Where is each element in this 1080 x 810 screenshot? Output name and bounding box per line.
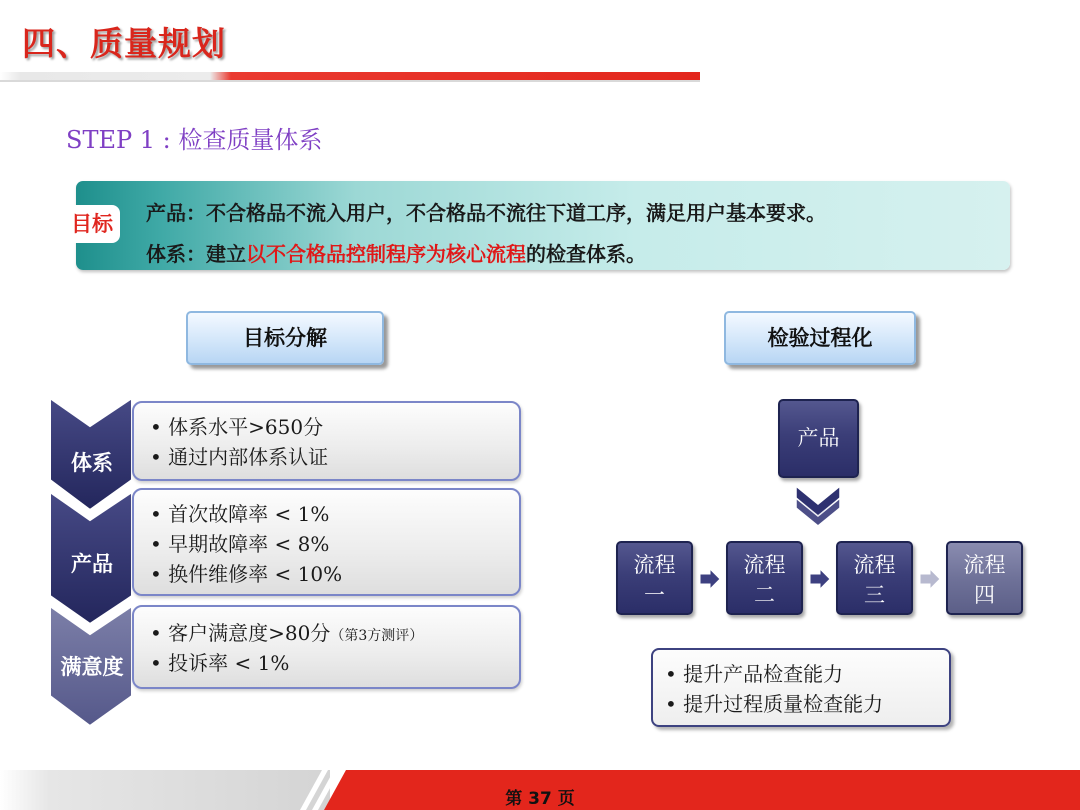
process-step-4 xyxy=(946,541,1023,615)
step-label-bottom: 二 xyxy=(754,583,775,607)
section-process-inspection: 检验过程化 xyxy=(724,311,916,365)
chevron-label-product: 产品 xyxy=(71,552,113,576)
product-goals-box xyxy=(132,488,521,596)
step-label-bottom: 四 xyxy=(974,583,995,607)
chevron-label-satisfaction: 满意度 xyxy=(60,655,124,679)
goal-system-prefix: 体系：建立 xyxy=(146,242,246,266)
step-label-top: 流程 xyxy=(633,553,676,577)
goal-system-highlight: 以不合格品控制程序为核心流程 xyxy=(246,242,526,266)
step-label-top: 流程 xyxy=(743,553,786,577)
capability-box xyxy=(651,648,951,727)
goal-tag: 目标 xyxy=(64,205,120,243)
satisfaction-goals-box xyxy=(132,605,521,689)
process-step-1 xyxy=(616,541,693,615)
step-heading: STEP 1 : 检查质量体系 xyxy=(66,126,323,154)
list-item: • 提升过程质量检查能力 xyxy=(665,692,884,716)
goal-system-suffix: 的检查体系。 xyxy=(526,242,646,266)
list-item: • 投诉率 < 1% xyxy=(150,651,290,675)
list-item: • 通过内部体系认证 xyxy=(150,445,329,469)
step-label-bottom: 三 xyxy=(864,583,885,607)
product-node: 产品 xyxy=(778,399,859,478)
title-underline-shadow xyxy=(0,80,700,82)
page-number: 第 37 页 xyxy=(505,789,575,809)
step-label-top: 流程 xyxy=(963,553,1006,577)
list-item: • 首次故障率 < 1% xyxy=(150,502,330,526)
list-item: • 体系水平>650分 xyxy=(150,415,324,439)
list-item: • 早期故障率 < 8% xyxy=(150,532,330,556)
step-label-top: 流程 xyxy=(853,553,896,577)
right-arrow-icon xyxy=(810,569,830,589)
goal-system-line xyxy=(146,238,646,267)
list-item: • 换件维修率 < 10% xyxy=(150,562,343,586)
list-item xyxy=(150,617,423,646)
section-goal-breakdown: 目标分解 xyxy=(186,311,384,365)
page-title: 四、质量规划 xyxy=(22,24,226,63)
chevron-label-system: 体系 xyxy=(71,451,113,475)
list-item-text: • 客户满意度>80分 xyxy=(150,621,331,645)
process-step-2 xyxy=(726,541,803,615)
list-item-note: （第3方测评） xyxy=(330,628,424,644)
goal-product-line: 产品：不合格品不流入用户，不合格品不流往下道工序，满足用户基本要求。 xyxy=(146,201,826,225)
title-underline xyxy=(0,72,700,80)
list-item: • 提升产品检查能力 xyxy=(665,662,844,686)
right-arrow-icon xyxy=(920,569,940,589)
step-label-bottom: 一 xyxy=(644,583,665,607)
system-goals-box xyxy=(132,401,521,481)
right-arrow-icon xyxy=(700,569,720,589)
process-step-3 xyxy=(836,541,913,615)
